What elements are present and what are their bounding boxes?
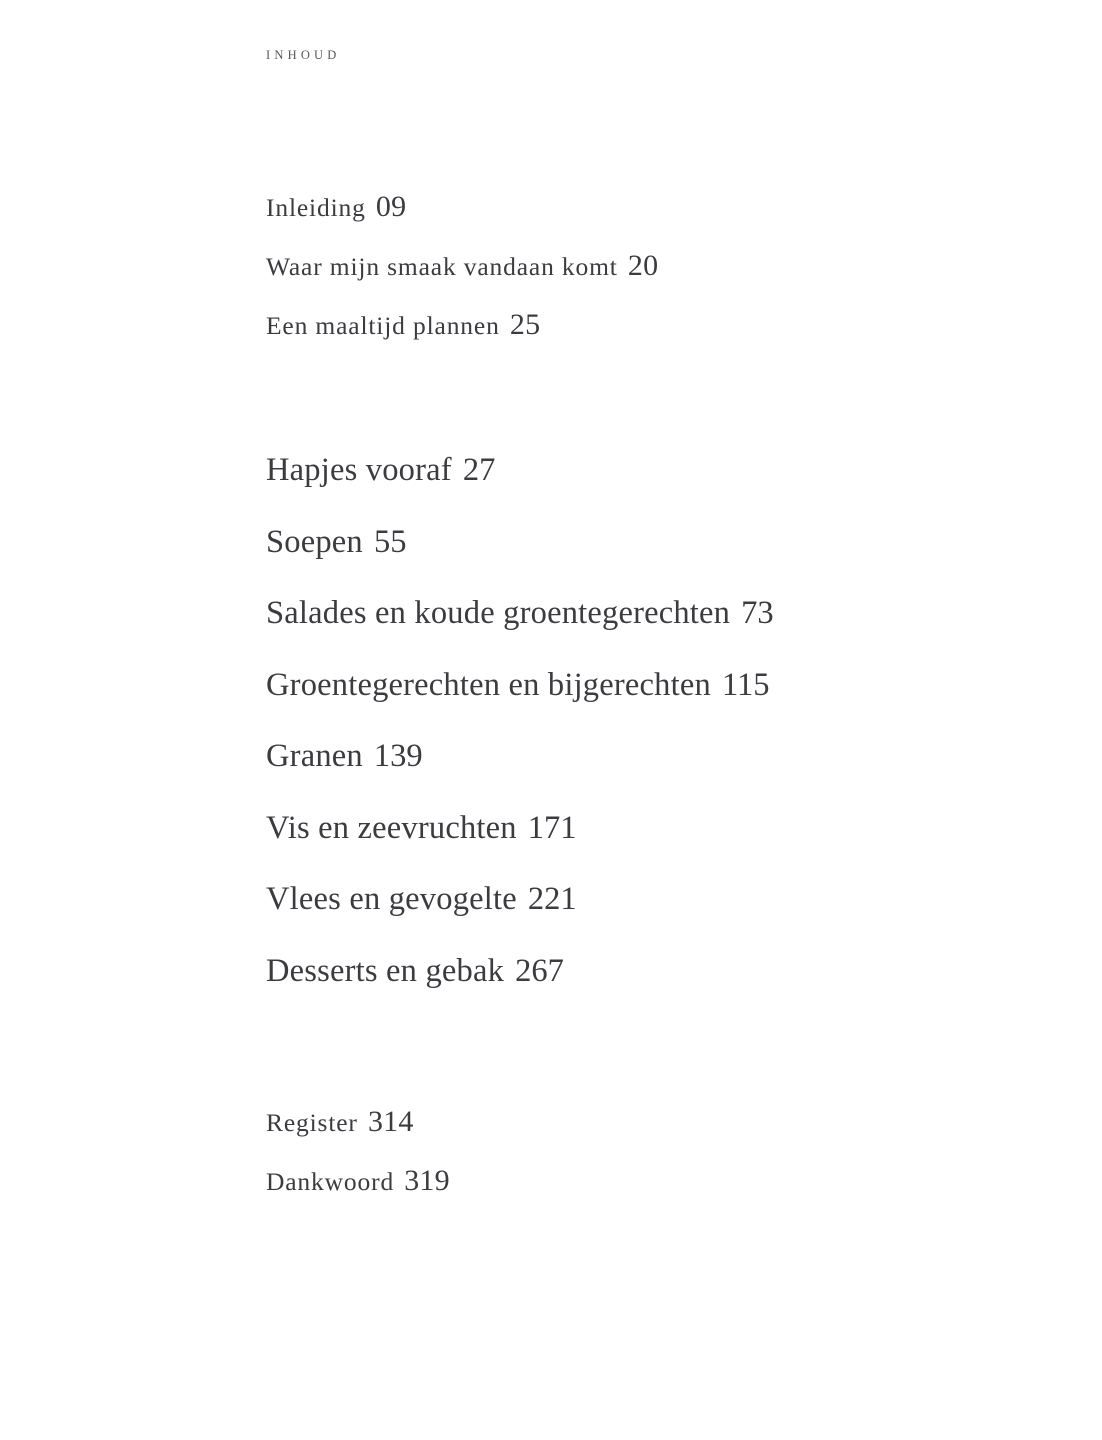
running-head: INHOUD: [266, 48, 341, 62]
toc-entry[interactable]: [266, 650, 1026, 722]
toc-entry[interactable]: [266, 1093, 1026, 1152]
toc-entry-title: Register: [266, 1108, 358, 1137]
table-of-contents: [266, 178, 1026, 1211]
toc-entry-title: Een maaltijd plannen: [266, 311, 500, 340]
toc-entry[interactable]: [266, 1152, 1026, 1211]
front-matter-list: [266, 178, 1026, 355]
toc-entry-title: Vlees en gevogelte: [266, 881, 517, 917]
toc-entry-page: 314: [367, 1105, 414, 1138]
toc-entry-title: Salades en koude groentegerechten: [266, 595, 731, 631]
toc-entry-page: 115: [721, 666, 770, 703]
toc-entry-page: 25: [509, 308, 541, 341]
toc-entry-page: 73: [741, 595, 774, 631]
toc-entry[interactable]: [266, 296, 1026, 355]
back-matter-list: [266, 1093, 1026, 1211]
toc-entry-title: Groentegerechten en bijgerechten: [266, 666, 711, 703]
toc-entry-title: Desserts en gebak: [266, 952, 505, 989]
toc-entry[interactable]: [266, 178, 1026, 237]
toc-entry-page: 221: [527, 881, 577, 917]
toc-entry[interactable]: [266, 721, 1026, 793]
toc-entry-title: Inleiding: [266, 193, 366, 222]
toc-entry-page: 267: [515, 952, 564, 989]
toc-entry-page: 171: [527, 809, 577, 846]
toc-entry[interactable]: [266, 578, 1026, 650]
toc-entry[interactable]: [266, 936, 1026, 1008]
toc-entry-page: 319: [404, 1164, 450, 1197]
toc-entry-title: Soepen: [266, 523, 363, 560]
toc-entry-page: 09: [375, 190, 407, 223]
toc-entry-page: 27: [462, 452, 496, 488]
toc-entry[interactable]: [266, 507, 1026, 579]
toc-entry[interactable]: [266, 864, 1026, 936]
toc-entry-title: Dankwoord: [266, 1167, 395, 1196]
toc-entry-title: Vis en zeevruchten: [266, 809, 517, 846]
toc-entry[interactable]: [266, 237, 1026, 296]
toc-entry-title: Hapjes vooraf: [266, 452, 452, 488]
toc-entry[interactable]: [266, 793, 1026, 865]
toc-entry-page: 20: [627, 249, 659, 282]
toc-entry-title: Waar mijn smaak vandaan komt: [266, 252, 618, 281]
chapter-list: [266, 435, 1026, 1007]
toc-entry-title: Granen: [266, 738, 363, 774]
toc-entry-page: 139: [373, 738, 423, 774]
toc-entry[interactable]: [266, 435, 1026, 507]
toc-entry-page: 55: [373, 523, 407, 560]
